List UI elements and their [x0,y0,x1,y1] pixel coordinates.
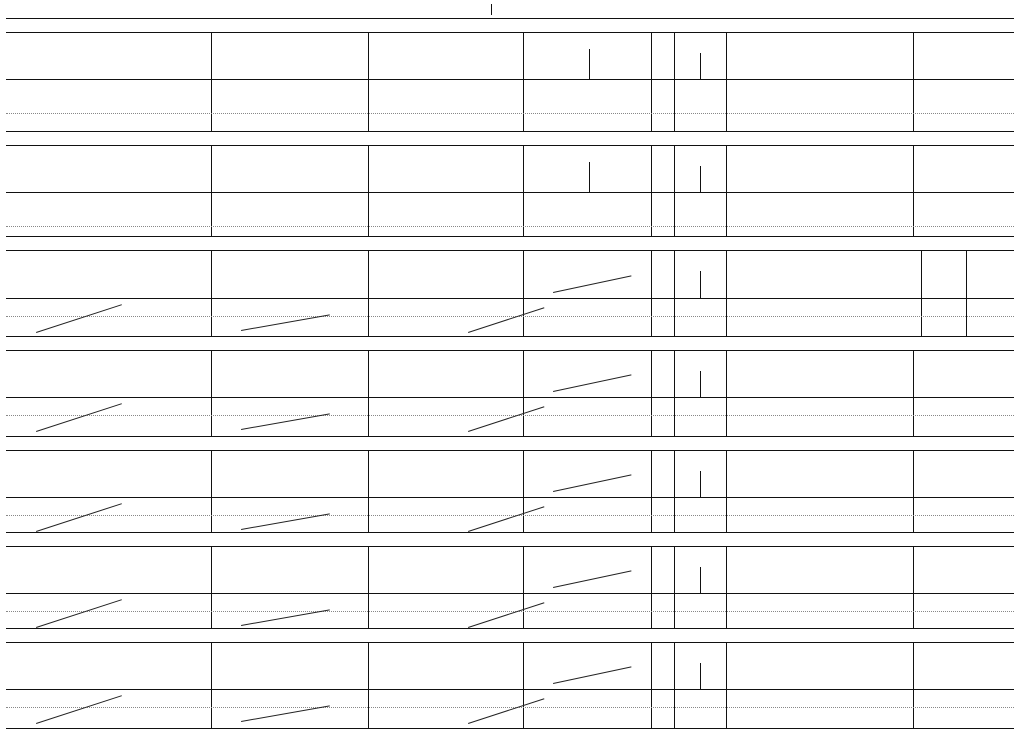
column-divider [651,33,652,131]
column-divider [913,547,914,628]
header-divider [6,397,1014,398]
column-divider [674,643,675,728]
form-page [6,18,1014,730]
pen-stroke [468,406,544,432]
column-divider [674,547,675,628]
column-divider [523,251,524,336]
section-table [6,146,1014,237]
column-divider [726,251,727,336]
column-divider [211,547,212,628]
section-header [6,628,1014,643]
pen-stroke [36,695,122,724]
column-divider [211,643,212,728]
column-divider [726,643,727,728]
column-divider [651,547,652,628]
column-divider [674,33,675,131]
column-divider [966,251,967,336]
column-divider [523,547,524,628]
column-divider [674,146,675,236]
column-divider [913,643,914,728]
pen-stroke [468,307,544,333]
column-divider [368,643,369,728]
column-divider [368,251,369,336]
column-divider [726,33,727,131]
header-divider [6,689,1014,690]
section-b9 [6,336,1014,436]
pen-stroke [553,275,631,293]
column-divider [700,567,701,593]
section-table [6,451,1014,533]
header-divider [6,593,1014,594]
section-b8 [6,236,1014,336]
column-divider [913,33,914,131]
column-divider [651,351,652,436]
section-table [6,33,1014,132]
section-b6 [6,18,1014,131]
header-divider [6,298,1014,299]
row-divider [6,226,1014,227]
section-b12 [6,628,1014,728]
column-divider [726,351,727,436]
column-divider [651,251,652,336]
row-divider [6,707,1014,708]
pen-stroke [468,698,544,724]
pen-stroke [36,304,122,333]
column-divider [589,49,590,79]
pen-stroke [553,374,631,392]
column-divider [211,451,212,532]
pen-stroke [468,506,544,532]
column-divider [651,451,652,532]
section-header [6,236,1014,251]
column-divider [700,271,701,298]
pen-stroke [553,570,631,588]
section-header [6,436,1014,451]
column-divider [368,451,369,532]
column-divider [913,146,914,236]
column-divider [211,251,212,336]
pen-stroke [36,403,122,432]
row-divider [6,415,1014,416]
header-divider [6,192,1014,193]
column-divider [700,663,701,689]
pen-stroke [553,474,631,492]
row-divider [6,113,1014,114]
column-divider [368,547,369,628]
column-divider [211,33,212,131]
header-divider [6,497,1014,498]
column-divider [211,351,212,436]
column-divider [523,146,524,236]
header-divider [6,79,1014,80]
section-table [6,351,1014,437]
section-table [6,547,1014,629]
column-divider [913,451,914,532]
column-divider [913,351,914,436]
row-divider [6,611,1014,612]
column-divider [700,166,701,192]
column-divider [523,33,524,131]
section-header [6,336,1014,351]
section-b7 [6,131,1014,236]
column-divider [651,146,652,236]
column-divider [700,53,701,79]
column-divider [368,146,369,236]
column-divider [921,251,922,336]
section-b11 [6,532,1014,628]
column-divider [211,146,212,236]
column-divider [368,351,369,436]
section-b10 [6,436,1014,532]
column-divider [674,451,675,532]
section-header [6,131,1014,146]
section-header [6,18,1014,33]
pen-stroke [36,503,122,532]
column-divider [523,351,524,436]
column-divider [726,547,727,628]
column-divider [700,471,701,497]
column-divider [589,162,590,192]
section-table [6,251,1014,337]
column-divider [368,33,369,131]
section-table [6,643,1014,729]
row-divider [6,515,1014,516]
column-divider [674,251,675,336]
pen-stroke [553,666,631,684]
page-top-mark [491,4,492,15]
column-divider [726,146,727,236]
column-divider [651,643,652,728]
row-divider [6,316,1014,317]
section-header [6,532,1014,547]
column-divider [523,643,524,728]
column-divider [523,451,524,532]
column-divider [700,371,701,397]
pen-stroke [468,602,544,628]
column-divider [726,451,727,532]
column-divider [674,351,675,436]
pen-stroke [36,599,122,628]
